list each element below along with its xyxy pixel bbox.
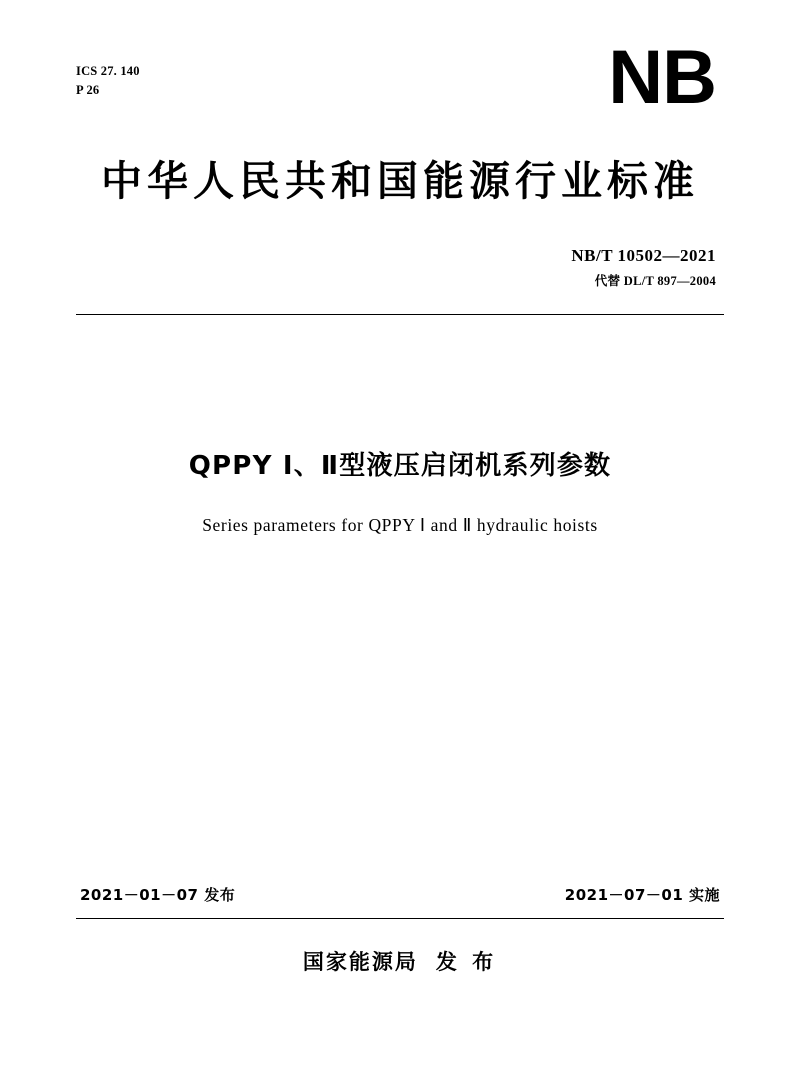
standard-number-block	[571, 246, 716, 289]
publisher-block	[0, 946, 800, 976]
standard-replaces: 代替 DL/T 897—2004	[594, 274, 716, 288]
divider-bottom	[76, 918, 724, 919]
ics-classification-block	[76, 62, 140, 101]
document-title-en: Series parameters for QPPY Ⅰ and Ⅱ hydraulic hoists	[202, 515, 598, 535]
publisher-name: 国家能源局	[302, 950, 418, 974]
authority-title: 中华人民共和国能源行业标准	[101, 157, 699, 205]
standard-number: NB/T 10502—2021	[571, 246, 716, 265]
ics-number: ICS 27. 140	[76, 64, 140, 78]
document-title-cn: QPPY Ⅰ、Ⅱ型液压启闭机系列参数	[188, 451, 612, 481]
nb-logo: NB	[608, 35, 716, 120]
publisher-verb: 发 布	[435, 950, 498, 974]
divider-top	[76, 314, 724, 315]
effective-date: 2021－07－01 实施	[564, 886, 720, 904]
classification-code: P 26	[76, 83, 100, 98]
issue-date: 2021－01－07 发布	[80, 886, 236, 904]
